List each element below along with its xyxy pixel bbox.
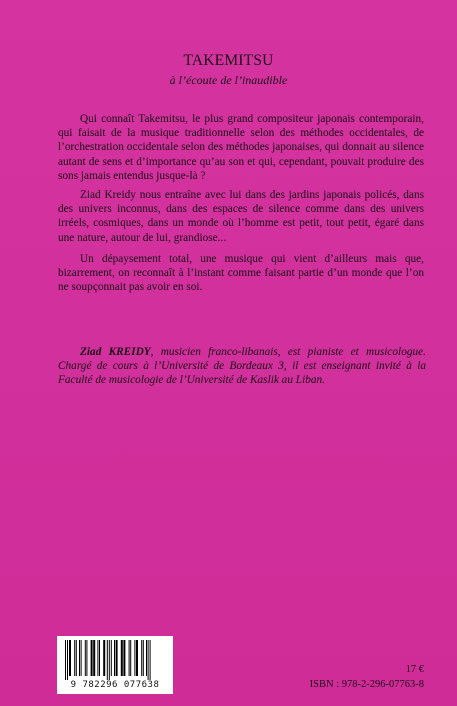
barcode-bar <box>81 640 82 676</box>
barcode-bars <box>63 640 167 680</box>
barcode-bar <box>109 640 110 680</box>
blurb-paragraph-1: Qui connaît Takemitsu, le plus grand compositeur japonais contemporain, qui faisait de la musique traditionnelle selon des méthodes occidentales, de l’orchestration occidentale selon des méthodes japonaises, qui donnait au silence autant de sens et d’importance qu’au son et qui, cependant, pouvait produire des sons jamais entendus jusque-là ? <box>58 113 424 182</box>
barcode-bar <box>143 640 144 676</box>
barcode-bar <box>79 640 80 676</box>
book-subtitle: à l’écoute de l’inaudible <box>169 73 288 87</box>
barcode-bar <box>150 640 151 680</box>
barcode-bar <box>146 640 147 676</box>
barcode-bar <box>67 640 68 680</box>
author-bio-text: , musicien franco-libanais, est pianiste et musicologue. Chargé de cours à l’Université de Bordeaux 3, il est enseignant invité à la Faculté de musicologie de l’Université de Kaslik au Liban. <box>58 346 426 387</box>
barcode-bar <box>121 640 123 676</box>
barcode-bar <box>116 640 118 676</box>
barcode-bar <box>74 640 75 676</box>
barcode-bar <box>97 640 98 676</box>
barcode-bar <box>93 640 95 676</box>
barcode-bar <box>99 640 100 676</box>
blurb-paragraph-2: Ziad Kreidy nous entraîne avec lui dans des jardins japonais policés, dans des univers inconnus, dans des espaces de silence comme dans des univers irréels, cosmiques, dans un monde où l’homme est petit, tout petit, égaré dans une nature, autour de lui, grandiose... <box>58 189 424 244</box>
isbn: ISBN : 978-2-296-07763-8 <box>309 679 424 690</box>
barcode-bar <box>129 640 130 676</box>
price: 17 € <box>405 664 424 675</box>
barcode <box>57 636 173 694</box>
barcode-bar <box>134 640 135 676</box>
blurb-paragraph-3: Un dépaysement total, une musique qui vient d’ailleurs mais que, bizarrement, on reconnaît à l’instant comme faisant partie d’un monde que l’on ne soupçonnait pas avoir en soi. <box>58 253 424 294</box>
barcode-bar <box>65 640 66 680</box>
barcode-bar <box>123 640 125 676</box>
author-bio <box>58 345 426 388</box>
barcode-bar <box>91 640 93 676</box>
barcode-bar <box>103 640 105 676</box>
author-name: Ziad KREIDY <box>80 346 151 358</box>
barcode-number: 9 782296 077638 <box>70 680 160 690</box>
barcode-bar <box>86 640 87 676</box>
barcode-bar <box>85 640 86 676</box>
barcode-bar <box>107 640 108 680</box>
book-title: TAKEMITSU <box>183 52 274 69</box>
barcode-bar <box>114 640 115 676</box>
barcode-bar <box>76 640 77 676</box>
barcode-bar <box>136 640 138 676</box>
barcode-bar <box>141 640 142 676</box>
barcode-bar <box>130 640 131 676</box>
barcode-bar <box>69 640 71 676</box>
barcode-bar <box>148 640 149 680</box>
barcode-bar <box>111 640 112 676</box>
